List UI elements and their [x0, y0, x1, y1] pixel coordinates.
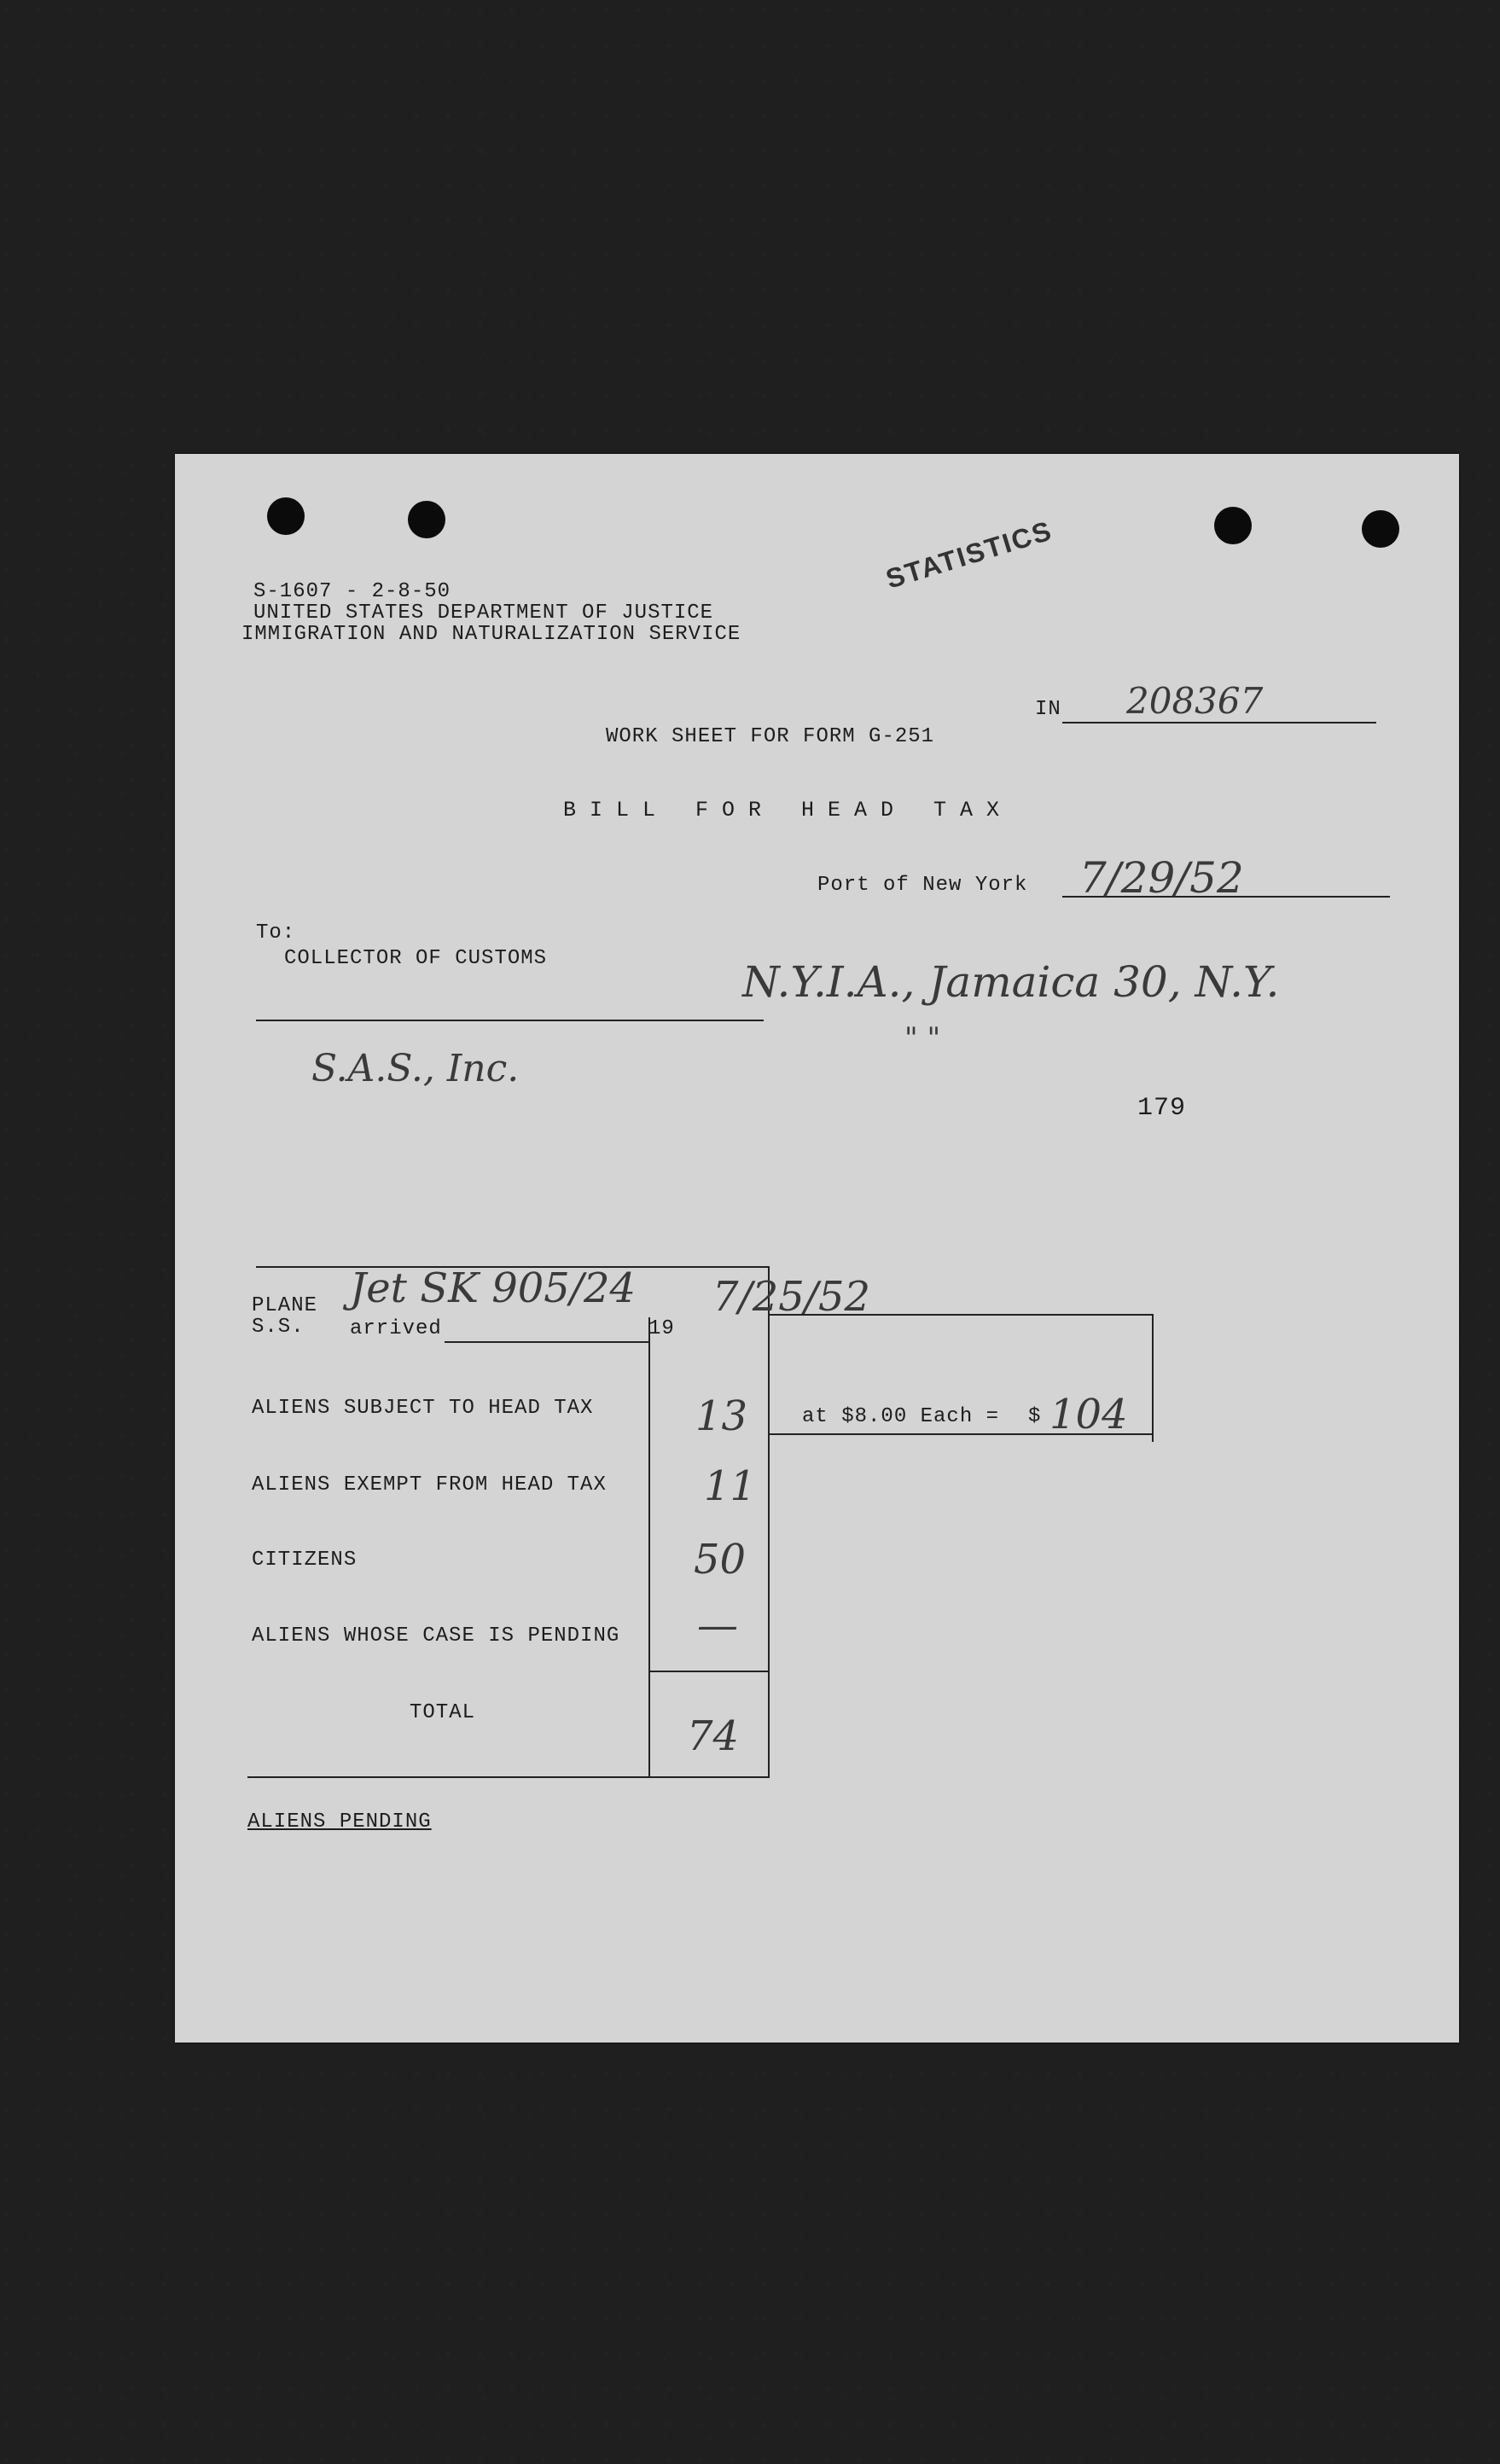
department-name: UNITED STATES DEPARTMENT OF JUSTICE	[253, 601, 714, 625]
form-number: S-1607 - 2-8-50	[253, 580, 451, 603]
in-number: 208367	[1126, 680, 1264, 722]
flight-line	[445, 1341, 649, 1343]
number-179: 179	[1137, 1094, 1187, 1123]
tax-row-value: 50	[694, 1536, 747, 1584]
bill-title: BILL FOR HEAD TAX	[563, 798, 1014, 822]
in-number-line	[1062, 722, 1376, 724]
total-label: TOTAL	[410, 1701, 476, 1724]
ditto-marks: " "	[904, 1021, 941, 1055]
punch-hole	[1362, 510, 1399, 548]
tax-row-label: CITIZENS	[252, 1549, 358, 1572]
in-label: IN	[1035, 698, 1061, 721]
plane-label: PLANE	[252, 1294, 318, 1317]
worksheet-title: WORK SHEET FOR FORM G-251	[606, 725, 935, 748]
arrived-label: arrived	[350, 1317, 442, 1340]
tax-amount: 104	[1049, 1391, 1128, 1438]
punch-hole	[408, 501, 445, 538]
port-date: 7/29/52	[1079, 853, 1244, 903]
rate-box-right	[1152, 1314, 1154, 1442]
ss-label: S.S.	[252, 1316, 305, 1339]
value-column-right	[768, 1266, 770, 1778]
service-name: IMMIGRATION AND NATURALIZATION SERVICE	[241, 623, 741, 646]
collector-line	[256, 1020, 764, 1021]
dollar-sign: $	[1028, 1405, 1042, 1428]
tax-row-label: ALIENS SUBJECT TO HEAD TAX	[252, 1397, 594, 1420]
tax-row-value: 11	[704, 1462, 757, 1510]
arrival-date: 7/25/52	[712, 1273, 871, 1321]
rate-box-top	[768, 1314, 1152, 1316]
rate-text: at $8.00 Each =	[802, 1405, 1000, 1428]
flight-number: Jet SK 905/24	[350, 1264, 637, 1312]
total-separator	[648, 1671, 768, 1672]
tax-row-value: 13	[695, 1392, 748, 1440]
port-label: Port of New York	[817, 874, 1028, 897]
to-label: To:	[256, 921, 296, 944]
head-tax-worksheet	[175, 454, 1459, 2043]
statistics-stamp: STATISTICS	[882, 514, 1056, 595]
total-value: 74	[687, 1712, 740, 1760]
value-column-left	[648, 1317, 650, 1778]
collector-location: N.Y.I.A., Jamaica 30, N.Y.	[742, 957, 1280, 1007]
tax-row-value: —	[697, 1601, 738, 1649]
collector-label: COLLECTOR OF CUSTOMS	[284, 947, 548, 970]
tax-row-label: ALIENS WHOSE CASE IS PENDING	[252, 1624, 620, 1648]
carrier-name: S.A.S., Inc.	[311, 1047, 520, 1090]
punch-hole	[1214, 507, 1252, 544]
tax-row-label: ALIENS EXEMPT FROM HEAD TAX	[252, 1473, 607, 1496]
table-bottom-line	[247, 1776, 768, 1778]
punch-hole	[267, 497, 305, 535]
aliens-pending-label: ALIENS PENDING	[247, 1810, 432, 1833]
year-prefix: 19	[648, 1317, 675, 1340]
